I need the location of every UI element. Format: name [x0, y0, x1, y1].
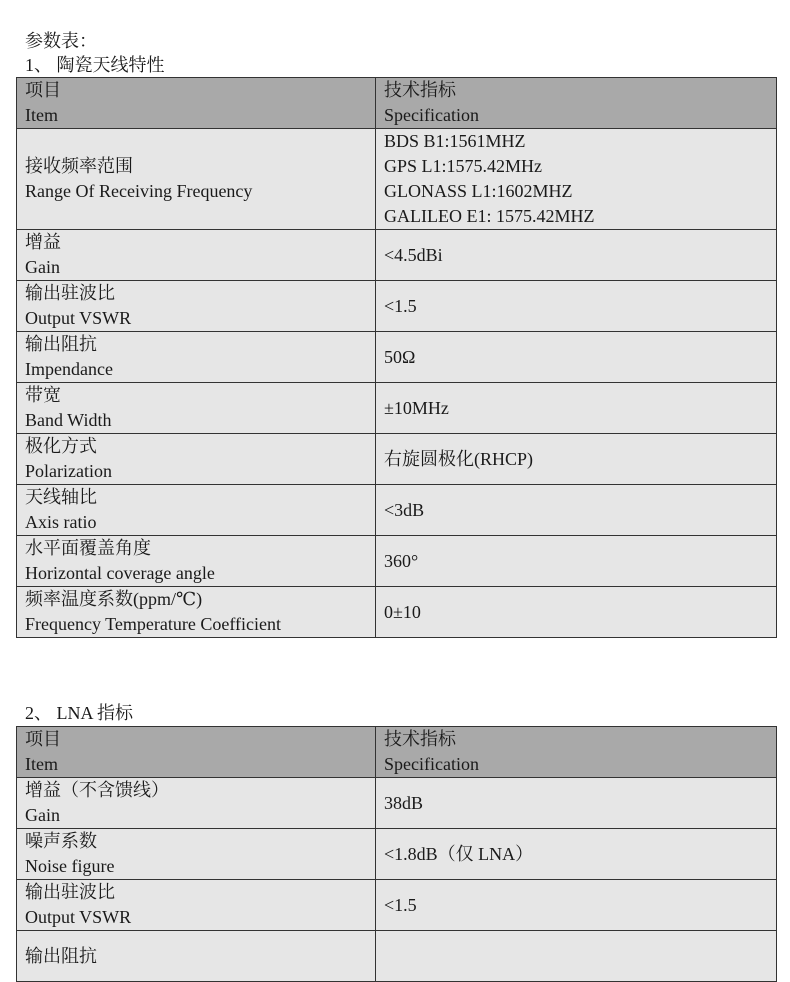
spec-value: 38dB: [384, 792, 424, 813]
spec-value: <4.5dBi: [384, 244, 443, 265]
item-name-cn: 增益（不含馈线）: [25, 780, 169, 800]
section2-title: 2、 LNA 指标: [25, 703, 133, 723]
spec-cell: [376, 129, 777, 230]
spec-cell: [376, 931, 777, 982]
table-row: [17, 587, 777, 638]
item-cell: [17, 880, 376, 931]
item-cell: [17, 230, 376, 281]
header-spec-cn: 技术指标: [384, 80, 456, 100]
section1-title: 1、 陶瓷天线特性: [25, 55, 165, 75]
spec-cell: [376, 332, 777, 383]
table2-header-spec-cell: [376, 727, 777, 778]
item-name-cn: 输出阻抗: [25, 945, 97, 966]
item-name-cn: 水平面覆盖角度: [25, 538, 151, 558]
header-item-cn: 项目: [25, 80, 61, 100]
table1-header-spec-cell: [376, 78, 777, 129]
item-name-cn: 带宽: [25, 385, 61, 405]
table-row: [17, 931, 777, 982]
item-name-en: Gain: [25, 805, 60, 825]
header-item-en: Item: [25, 754, 58, 774]
table-row: [17, 230, 777, 281]
table1-header-item-cell: [17, 78, 376, 129]
table2-header-row: [17, 727, 777, 778]
item-name-en: Axis ratio: [25, 512, 97, 532]
table-row: [17, 129, 777, 230]
item-cell: [17, 434, 376, 485]
spec-cell: [376, 778, 777, 829]
spec-cell: [376, 829, 777, 880]
table-row: [17, 880, 777, 931]
item-cell: [17, 931, 376, 982]
spec-cell: [376, 880, 777, 931]
table-row: [17, 332, 777, 383]
item-cell: [17, 587, 376, 638]
header-spec-en: Specification: [384, 105, 479, 125]
item-name-cn: 极化方式: [25, 436, 97, 456]
item-name-cn: 频率温度系数(ppm/℃): [25, 589, 203, 609]
spec-value: <1.8dB（仅 LNA）: [384, 843, 534, 864]
item-cell: [17, 778, 376, 829]
ceramic-antenna-spec-table: [16, 77, 777, 638]
spec-value: <1.5: [384, 894, 417, 915]
spec-cell: [376, 587, 777, 638]
header-spec-cn: 技术指标: [384, 729, 456, 749]
table2-body: [17, 727, 777, 982]
spec-value: 右旋圆极化(RHCP): [384, 448, 534, 469]
spec-cell: [376, 383, 777, 434]
table-row: [17, 778, 777, 829]
spec-value: GALILEO E1: 1575.42MHZ: [384, 206, 595, 226]
header-spec-en: Specification: [384, 754, 479, 774]
table-row: [17, 383, 777, 434]
spec-value: 360°: [384, 550, 419, 571]
spec-cell: [376, 230, 777, 281]
header-item-cn: 项目: [25, 729, 61, 749]
item-cell: [17, 829, 376, 880]
item-name-cn: 输出驻波比: [25, 283, 115, 303]
item-cell: [17, 129, 376, 230]
spec-value: ±10MHz: [384, 397, 449, 418]
table-row: [17, 434, 777, 485]
item-name-en: Range Of Receiving Frequency: [25, 181, 253, 201]
lna-spec-table: [16, 726, 777, 982]
document-title: 参数表：: [25, 31, 97, 51]
table1-body: [17, 78, 777, 638]
item-name-en: Polarization: [25, 461, 112, 481]
item-name-en: Noise figure: [25, 856, 115, 876]
spec-cell: [376, 536, 777, 587]
item-cell: [17, 383, 376, 434]
table-row: [17, 829, 777, 880]
spec-value: GPS L1:1575.42MHz: [384, 156, 543, 176]
item-name-en: Frequency Temperature Coefficient: [25, 614, 281, 634]
item-name-en: Gain: [25, 257, 60, 277]
item-cell: [17, 281, 376, 332]
item-name-en: Horizontal coverage angle: [25, 563, 215, 583]
item-cell: [17, 536, 376, 587]
item-name-cn: 输出驻波比: [25, 882, 115, 902]
item-name-en: Output VSWR: [25, 907, 132, 927]
item-name-cn: 接收频率范围: [25, 156, 133, 176]
table-row: [17, 536, 777, 587]
table1-header-row: [17, 78, 777, 129]
spec-value: 50Ω: [384, 346, 416, 367]
item-name-cn: 噪声系数: [25, 831, 97, 851]
item-cell: [17, 332, 376, 383]
item-name-cn: 天线轴比: [25, 487, 97, 507]
spec-value: 0±10: [384, 601, 421, 622]
item-name-en: Output VSWR: [25, 308, 132, 328]
item-name-cn: 增益: [25, 232, 61, 252]
item-cell: [17, 485, 376, 536]
item-name-en: Impendance: [25, 359, 113, 379]
spec-value: <3dB: [384, 499, 425, 520]
spec-cell: [376, 434, 777, 485]
table2-header-item-cell: [17, 727, 376, 778]
item-name-cn: 输出阻抗: [25, 334, 97, 354]
spec-value: GLONASS L1:1602MHZ: [384, 181, 573, 201]
table-row: [17, 485, 777, 536]
header-item-en: Item: [25, 105, 58, 125]
spec-value: BDS B1:1561MHZ: [384, 131, 526, 151]
spec-cell: [376, 281, 777, 332]
table-row: [17, 281, 777, 332]
spec-value: <1.5: [384, 295, 417, 316]
spec-cell: [376, 485, 777, 536]
item-name-en: Band Width: [25, 410, 112, 430]
